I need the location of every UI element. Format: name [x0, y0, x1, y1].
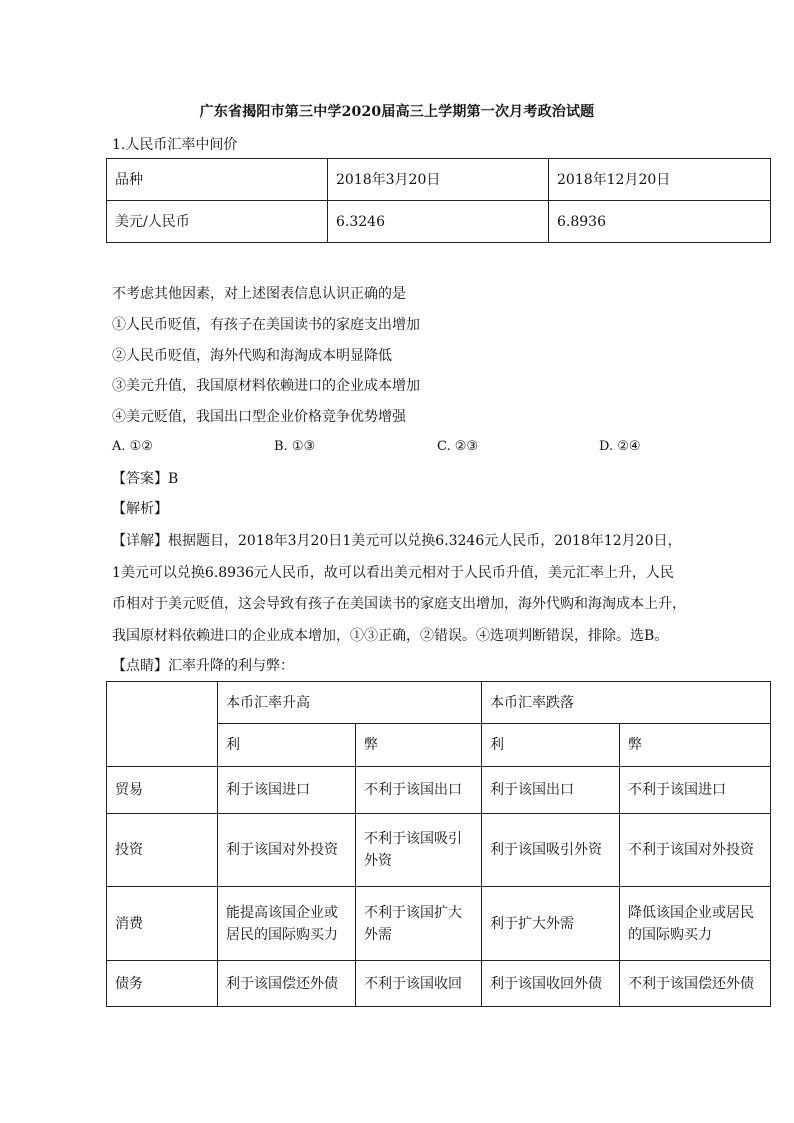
detail-line: 【详解】根据题目，2018年3月20日1美元可以兑换6.3246元人民币，2018年12月20日， — [112, 533, 682, 549]
detail-line: 我国原材料依赖进口的企业成本增加，①③正确，②错误。④选项判断错误，排除。选B。 — [112, 628, 669, 644]
table-cell: 不利于该国吸引外资 — [356, 814, 482, 887]
option-d: D. ②④ — [599, 439, 641, 454]
table-cell: 利于该国对外投资 — [218, 814, 356, 887]
answer-text: 【答案】B — [112, 471, 179, 487]
table-cell: 2018年3月20日 — [328, 159, 549, 201]
question-heading: 1.人民币汇率中间价 — [112, 137, 238, 153]
group-header-fall: 本币汇率跌落 — [482, 682, 771, 724]
table-corner-cell — [107, 682, 218, 767]
table-cell: 利于该国收回外债 — [482, 961, 620, 1007]
option-a: A. ①② — [112, 439, 153, 454]
row-label: 消费 — [107, 887, 218, 961]
table-cell: 6.3246 — [328, 201, 549, 243]
group-header-rise: 本币汇率升高 — [218, 682, 482, 724]
table-cell: 品种 — [107, 159, 328, 201]
table-cell: 利于该国进口 — [218, 767, 356, 814]
table-cell: 不利于该国扩大外需 — [356, 887, 482, 961]
option-b: B. ①③ — [274, 439, 316, 454]
table-cell: 能提高该国企业或居民的国际购买力 — [218, 887, 356, 961]
exchange-rate-table — [106, 158, 771, 243]
table-row — [107, 159, 771, 201]
table-cell: 不利于该国偿还外债 — [620, 961, 771, 1007]
table-row — [107, 767, 771, 814]
table-cell: 美元/人民币 — [107, 201, 328, 243]
table-row — [107, 887, 771, 961]
table-cell: 不利于该国收回 — [356, 961, 482, 1007]
row-label: 债务 — [107, 961, 218, 1007]
table-cell: 利于该国偿还外债 — [218, 961, 356, 1007]
detail-line: 币相对于美元贬值，这会导致有孩子在美国读书的家庭支出增加，海外代购和海淘成本上升， — [112, 596, 686, 612]
statement-1: ①人民币贬值，有孩子在美国读书的家庭支出增加 — [112, 317, 420, 333]
statement-3: ③美元升值，我国原材料依赖进口的企业成本增加 — [112, 378, 420, 394]
pro-header: 利 — [218, 724, 356, 767]
row-label: 投资 — [107, 814, 218, 887]
detail-line: 1美元可以兑换6.8936元人民币，故可以看出美元相对于人民币升值，美元汇率上升，人民 — [112, 565, 674, 581]
pro-header: 利 — [482, 724, 620, 767]
table-row — [107, 814, 771, 887]
row-label: 贸易 — [107, 767, 218, 814]
statement-2: ②人民币贬值，海外代购和海淘成本明显降低 — [112, 348, 392, 364]
table-cell: 6.8936 — [549, 201, 771, 243]
table-cell: 不利于该国对外投资 — [620, 814, 771, 887]
table-cell: 2018年12月20日 — [549, 159, 771, 201]
tip-text: 【点睛】汇率升降的利与弊： — [112, 658, 294, 674]
statement-4: ④美元贬值，我国出口型企业价格竞争优势增强 — [112, 409, 406, 425]
table-cell: 利于扩大外需 — [482, 887, 620, 961]
page-title: 广东省揭阳市第三中学2020届高三上学期第一次月考政治试题 — [199, 104, 595, 120]
table-cell: 不利于该国出口 — [356, 767, 482, 814]
table-cell: 不利于该国进口 — [620, 767, 771, 814]
table-row — [107, 201, 771, 243]
option-c: C. ②③ — [437, 439, 479, 454]
con-header: 弊 — [620, 724, 771, 767]
con-header: 弊 — [356, 724, 482, 767]
table-cell: 利于该国出口 — [482, 767, 620, 814]
question-text: 不考虑其他因素，对上述图表信息认识正确的是 — [112, 286, 406, 302]
table-row — [107, 682, 771, 724]
pros-cons-table — [106, 681, 771, 1007]
analysis-label: 【解析】 — [112, 501, 168, 517]
table-row — [107, 961, 771, 1007]
table-cell: 利于该国吸引外资 — [482, 814, 620, 887]
table-cell: 降低该国企业或居民的国际购买力 — [620, 887, 771, 961]
